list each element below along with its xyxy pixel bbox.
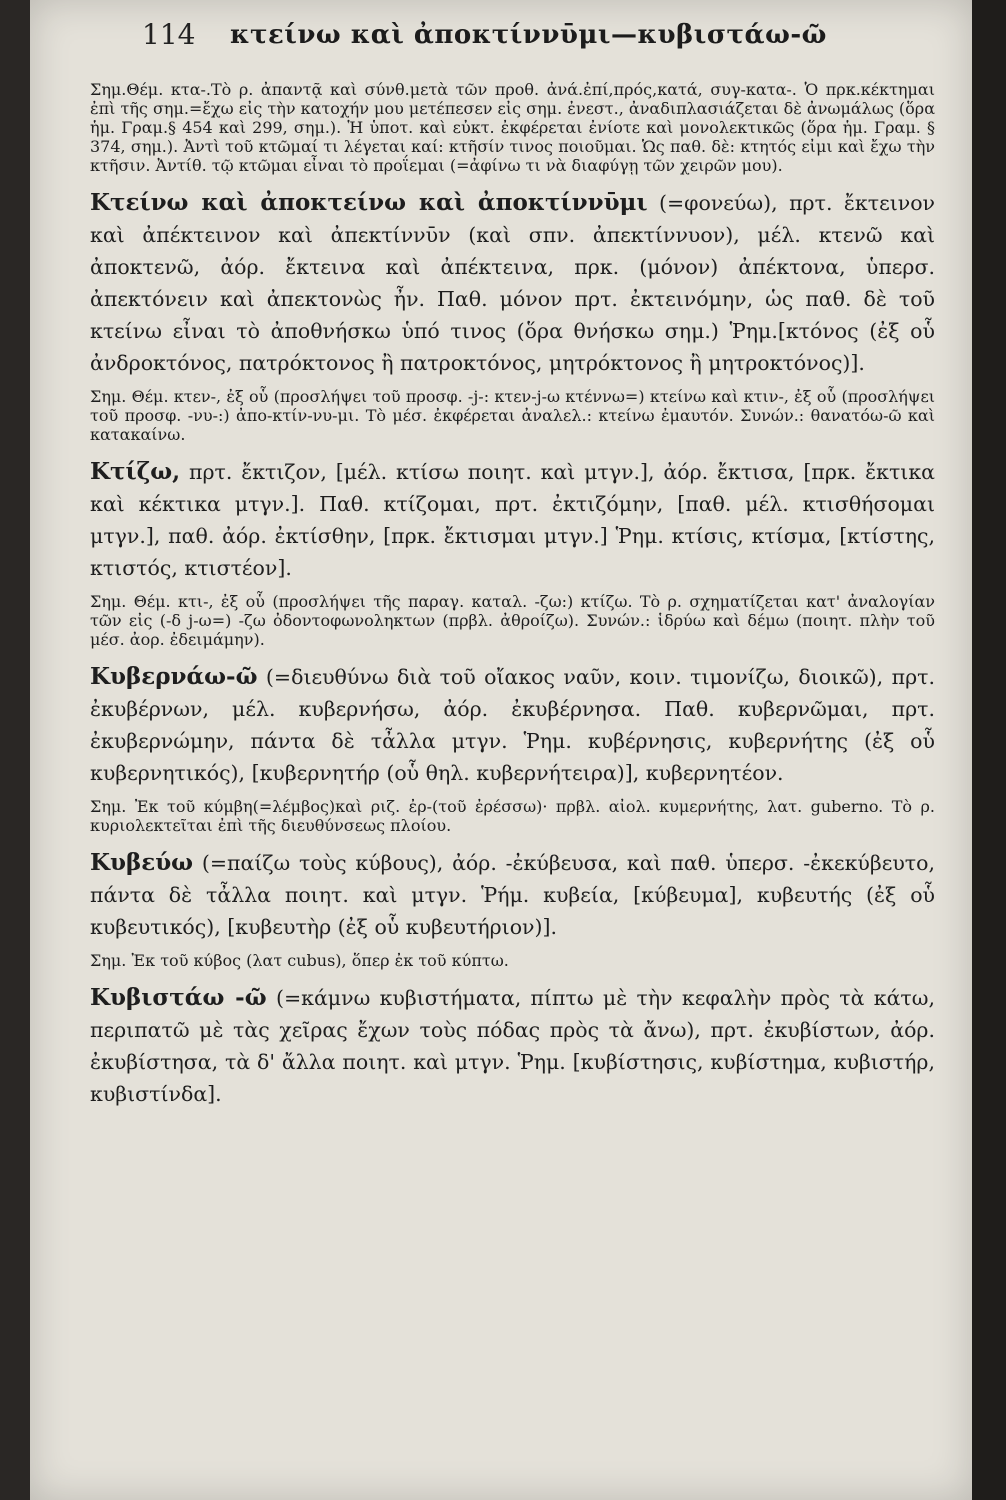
note-kybernao: Σημ. Ἐκ τοῦ κύμβη(=λέμβος)καὶ ριζ. ἐρ-(τοῦ ἐρέσσω)· πρβλ. αἰολ. κυμερνήτης, λατ. guberno. Τὸ ρ. κυριολεκτεῖται ἐπὶ τῆς διευθύνσεως πλοίου. [90,797,935,835]
page-header [142,18,862,58]
note-kteino: Σημ. Θέμ. κτεν-, ἐξ οὗ (προσλήψει τοῦ προσφ. -j-: κτεν-j-ω κτέννω=) κτείνω καὶ κτιν-, ἐξ οὗ (προσλήψει τοῦ προσφ. -νυ-:) ἀπο-κτίν-νυ-μι. Τὸ μέσ. ἐκφέρεται ἀναλελ.: κτείνω ἐμαυτόν. Συνών.: θανατόω-ῶ καὶ κατακαίνω. [90,387,935,444]
page-number: 114 [142,18,196,51]
lemma-kybernao: Κυβερνάω-ῶ [90,663,258,690]
entry-text-kybernao: (=διευθύνω διὰ τοῦ οἴακος ναῦν, κοιν. τιμονίζω, διοικῶ), πρτ. ἐκυβέρνων, μέλ. κυβερνήσω, ἀόρ. ἐκυβέρνησα. Παθ. κυβερνῶμαι, πρτ. ἐκυβερνώμην, πάντα δὲ τἆλλα μτγν. Ῥημ. κυβέρνησις, κυβερνήτης (ἐξ οὗ κυβερνητικός), [κυβερνητήρ (οὗ θηλ. κυβερνήτειρα)], κυβερνητέον. [90,665,935,785]
running-title: κτείνω καὶ ἀποκτίννῡμι—κυβιστάω-ῶ [230,20,827,50]
entry-kybistao [90,982,935,1110]
entry-kybernao [90,661,935,789]
lemma-kybistao: Κυβιστάω -ῶ [90,984,267,1011]
entry-ktizo [90,456,935,584]
entry-kybeuo [90,847,935,943]
entry-kteino [90,187,935,379]
entry-text-kybistao: (=κάμνω κυβιστήματα, πίπτω μὲ τὴν κεφαλὴν πρὸς τὰ κάτω, περιπατῶ μὲ τὰς χεῖρας ἔχων τοὺς πόδας πρὸς τὰ ἄνω), πρτ. ἐκυβίστων, ἀόρ. ἐκυβίστησα, τὰ δ' ἄλλα ποιητ. καὶ μτγν. Ῥημ. [κυβίστησις, κυβίστημα, κυβιστήρ, κυβιστίνδα]. [90,986,935,1106]
text-column [90,80,935,1110]
lemma-ktizo: Κτίζω, [90,458,181,485]
note-kybeuo: Σημ. Ἐκ τοῦ κύβος (λατ cubus), ὅπερ ἐκ τοῦ κύπτω. [90,951,509,970]
note-ktizo: Σημ. Θέμ. κτι-, ἐξ οὗ (προσλήψει τῆς παραγ. καταλ. -ζω:) κτίζω. Τὸ ρ. σχηματίζεται κατ' ἀναλογίαν τῶν εἰς (-δ j-ω=) -ζω ὀδοντοφωνοληκτων (πρβλ. ἀθροίζω). Συνών.: ἱδρύω καὶ δέμω (ποιητ. πλὴν τοῦ μέσ. ἀορ. ἐδειμάμην). [90,592,935,649]
note-ktaomai: Σημ.Θέμ. κτα-.Τὸ ρ. ἀπαντᾷ καὶ σύνθ.μετὰ τῶν προθ. ἀνά.ἐπί,πρός,κατά, συγ-κατα-. Ὁ πρκ.κέκτημαι ἐπὶ τῆς σημ.=ἔχω εἰς τὴν κατοχήν μου μετέπεσεν εἰς σημ. ἐνεστ., ἀναδιπλασιάζεται δὲ ἀνωμάλως (ὅρα ἡμ. Γραμ.§ 454 καὶ 299, σημ.). Ἡ ὑποτ. καὶ εὐκτ. ἐκφέρεται ἐνίοτε καὶ μονολεκτικῶς (ὅρα ἡμ. Γραμ. § 374, σημ.). Ἀντὶ τοῦ κτῶμαί τι λέγεται καί: κτῆσίν τινος ποιοῦμαι. Ὡς παθ. δὲ: κτητός εἰμι καὶ ἔχω τὴν κτῆσιν. Ἀντίθ. τῷ κτῶμαι εἶναι τὸ προΐεμαι (=ἀφίνω τι νὰ διαφύγῃ τῶν χειρῶν μου). [90,80,935,175]
page-edge-shadow [972,0,1006,1500]
entry-text-kteino: (=φονεύω), πρτ. ἔκτεινον καὶ ἀπέκτεινον καὶ ἀπεκτίννῡν (καὶ σπν. ἀπεκτίννυον), μέλ. κτενῶ καὶ ἀποκτενῶ, ἀόρ. ἔκτεινα καὶ ἀπέκτεινα, πρκ. (μόνον) ἀπέκτονα, ὑπερσ. ἀπεκτόνειν καὶ ἀπεκτονὼς ἦν. Παθ. μόνον πρτ. ἐκτεινόμην, ὡς παθ. δὲ τοῦ κτείνω εἶναι τὸ ἀποθνήσκω ὑπό τινος (ὅρα θνήσκω σημ.) Ῥημ.[κτόνος (ἐξ οὗ ἀνδροκτόνος, πατρόκτονος ἢ πατροκτόνος, μητρόκτονος ἢ μητροκτόνος)]. [90,191,935,375]
book-page [30,0,972,1500]
lemma-kybeuo: Κυβεύω [90,849,194,876]
lemma-kteino: Κτείνω καὶ ἀποκτείνω καὶ ἀποκτίννῡμι [90,189,648,216]
entry-text-ktizo: πρτ. ἔκτιζον, [μέλ. κτίσω ποιητ. καὶ μτγν.], ἀόρ. ἔκτισα, [πρκ. ἔκτικα καὶ κέκτικα μτγν.]. Παθ. κτίζομαι, πρτ. ἐκτιζόμην, [παθ. μέλ. κτισθήσομαι μτγν.], παθ. ἀόρ. ἐκτίσθην, [πρκ. ἔκτισμαι μτγν.] Ῥημ. κτίσις, κτίσμα, [κτίστης, κτιστός, κτιστέον]. [90,460,935,580]
entry-text-kybeuo: (=παίζω τοὺς κύβους), ἀόρ. -ἐκύβευσα, καὶ παθ. ὑπερσ. -ἐκεκύβευτο, πάντα δὲ τἆλλα ποιητ. καὶ μτγν. Ῥήμ. κυβεία, [κύβευμα], κυβευτής (ἐξ οὗ κυβευτικός), [κυβευτὴρ (ἐξ οὗ κυβευτήριον)]. [90,851,935,939]
